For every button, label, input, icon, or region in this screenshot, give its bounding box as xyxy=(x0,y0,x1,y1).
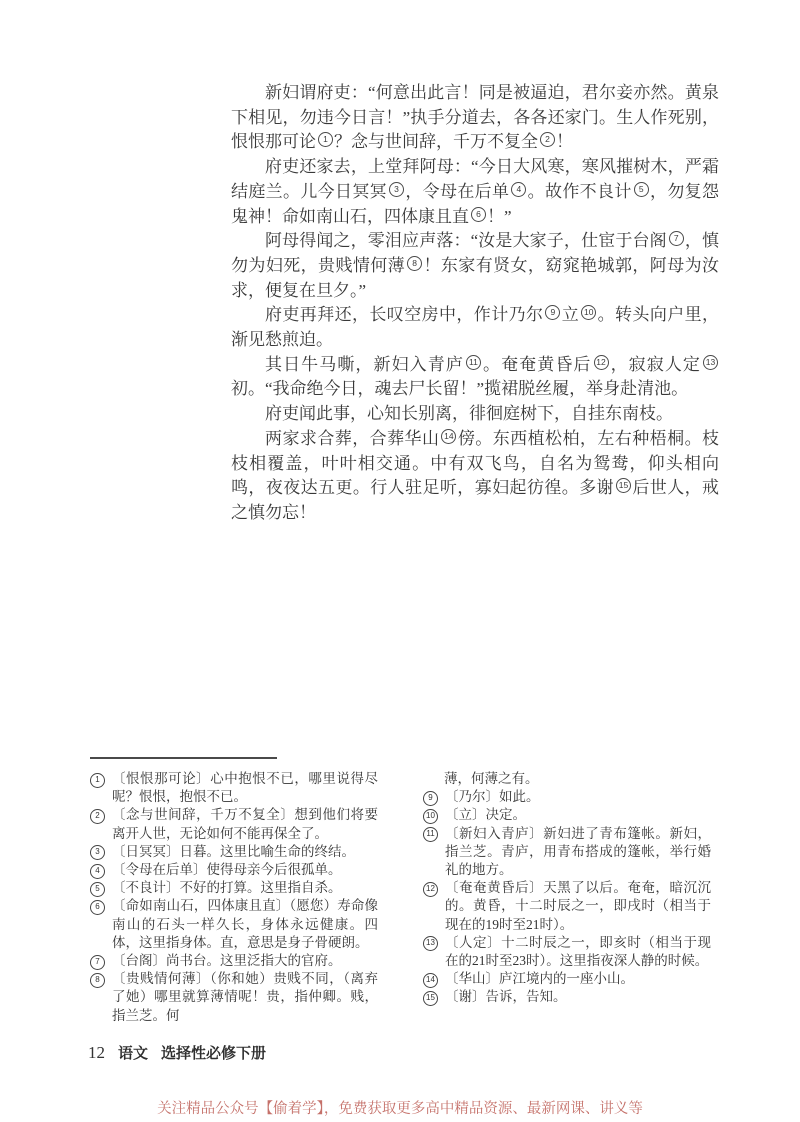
footnote-number: 9 xyxy=(423,791,438,806)
footnote-number: 14 xyxy=(423,973,438,988)
footnote-item xyxy=(90,897,378,952)
footnote-number: 8 xyxy=(90,973,105,988)
footnote-ref: 1 xyxy=(318,132,333,147)
poem-paragraph: 阿母得闻之，零泪应声落：“汝是大家子，仕宦于台阁 7 ，慎勿为妇死，贵贱情何薄 8 ！东家有贤女，窈窕艳城郭，阿母为汝求，便复在旦夕。” xyxy=(231,231,720,300)
footnotes-left-column xyxy=(90,770,378,1025)
poem-paragraph: 新妇谓府吏：“何意出此言！同是被逼迫，君尔妾亦然。黄泉下相见，勿违今日言！”执手分道去，各各还家门。生人作死别，恨恨那可论 1 ？念与世间辞，千万不复全 2 ！ xyxy=(231,83,719,152)
footnote-text: 〔不良计〕不好的打算。这里指自杀。 xyxy=(112,880,342,896)
footnote-ref: 12 xyxy=(594,355,609,370)
footnote-number: 5 xyxy=(90,882,105,897)
footnote-text: 〔谢〕告诉，告知。 xyxy=(445,989,567,1005)
footnote-text: 〔立〕决定。 xyxy=(445,807,526,823)
footnote-ref: 10 xyxy=(581,305,596,320)
footnote-number: 6 xyxy=(90,900,105,915)
footnotes-right-column xyxy=(423,770,711,1025)
footnote-text: 〔恨恨那可论〕心中抱恨不已，哪里说得尽呢？恨恨，抱恨不已。 xyxy=(112,771,378,805)
footnote-ref: 2 xyxy=(540,132,555,147)
footnote-text: 〔奄奄黄昏后〕天黑了以后。奄奄，暗沉沉的。黄昏，十二时辰之一，即戌时（相当于现在的19时至21时）。 xyxy=(445,880,711,932)
footnote-item xyxy=(423,988,711,1006)
footnote-number: 12 xyxy=(423,882,438,897)
footnote-ref: 7 xyxy=(669,231,684,246)
footnote-text: 〔人定〕十二时辰之一，即亥时（相当于现在的21时至23时）。这里指夜深人静的时候。 xyxy=(445,934,711,969)
footnote-number: 15 xyxy=(423,991,438,1006)
main-text xyxy=(231,81,719,526)
footnote-item xyxy=(423,879,711,934)
poem-paragraph: 府吏还家去，上堂拜阿母：“今日大风寒，寒风摧树木，严霜结庭兰。儿今日冥冥 3 ，令母在后单 4 。故作不良计 5 ，勿复怨鬼神！命如南山石，四体康且直 6 ！” xyxy=(231,157,720,226)
footnote-item xyxy=(423,934,711,970)
page-number: 12 xyxy=(88,1043,105,1062)
footnote-text: 〔令母在后单〕使得母亲今后很孤单。 xyxy=(112,862,342,878)
footnote-ref: 9 xyxy=(545,305,560,320)
footnote-item xyxy=(423,788,711,806)
footnote-text: 〔乃尔〕如此。 xyxy=(445,789,540,805)
footnote-number: 2 xyxy=(90,809,105,824)
footnote-text: 〔台阁〕尚书台。这里泛指大的官府。 xyxy=(112,953,342,969)
footnote-item xyxy=(90,879,378,897)
footnote-ref: 14 xyxy=(441,429,456,444)
page-footer xyxy=(88,1042,266,1063)
footnote-item xyxy=(423,770,711,788)
footnotes xyxy=(90,770,711,1025)
footnote-ref: 3 xyxy=(389,182,404,197)
poem-paragraph: 府吏闻此事，心知长别离，徘徊庭树下，自挂东南枝。 xyxy=(265,404,673,424)
footnote-item xyxy=(90,952,378,970)
footnote-item xyxy=(423,825,711,880)
footnote-ref: 6 xyxy=(471,207,486,222)
footnote-ref: 4 xyxy=(511,182,526,197)
footnote-ref: 11 xyxy=(466,355,481,370)
footnote-text: 〔命如南山石，四体康且直〕（愿您）寿命像南山的石头一样久长，身体永远健康。四体，这里指身体。直，意思是身子骨硬朗。 xyxy=(112,898,378,950)
footnote-text: 〔念与世间辞，千万不复全〕想到他们将要离开人世，无论如何不能再保全了。 xyxy=(112,807,378,841)
footer-subject: 语文 xyxy=(118,1045,149,1062)
footer-book-title: 选择性必修下册 xyxy=(161,1045,267,1062)
footnote-ref: 8 xyxy=(407,256,422,271)
footnote-number: 4 xyxy=(90,864,105,879)
footnote-item xyxy=(90,970,378,1025)
footnote-text: 〔新妇入青庐〕新妇进了青布篷帐。新妇，指兰芝。青庐，用青布搭成的篷帐，举行婚礼的地方。 xyxy=(445,825,711,878)
footnote-number: 11 xyxy=(423,827,438,842)
poem-paragraph: 其日牛马嘶，新妇入青庐 11 。奄奄黄昏后 12 ，寂寂人定 13初。“我命绝今日，魂去尸长留！”揽裙脱丝履，举身赴清池。 xyxy=(231,353,719,402)
footnote-item xyxy=(423,970,711,988)
footnote-text: 〔日冥冥〕日暮。这里比喻生命的终结。 xyxy=(112,843,355,859)
footnote-number: 1 xyxy=(90,773,105,788)
footnote-text: 薄，何薄之有。 xyxy=(444,771,539,786)
footnote-text: 〔华山〕庐江境内的一座小山。 xyxy=(445,971,634,987)
footnote-divider xyxy=(90,757,277,759)
footnote-ref: 15 xyxy=(616,478,631,493)
footnote-item xyxy=(90,861,378,879)
footnote-item xyxy=(90,843,378,861)
footnote-number: 7 xyxy=(90,955,105,970)
footnote-item xyxy=(90,770,378,806)
footnote-ref: 13 xyxy=(703,355,718,370)
footnote-number: 13 xyxy=(423,936,438,951)
footnote-number: 3 xyxy=(90,845,105,860)
poem-paragraph: 府吏再拜还，长叹空房中，作计乃尔 9 立 10 。转头向户里，渐见愁煎迫。 xyxy=(231,305,720,350)
footnote-item xyxy=(423,806,711,824)
footnote-ref: 5 xyxy=(634,182,649,197)
watermark-text: 关注精品公众号【偷着学】，免费获取更多高中精品资源、最新网课、讲义等 xyxy=(157,1101,643,1117)
footnote-number: 10 xyxy=(423,809,438,824)
footnote-text: 〔贵贱情何薄〕（你和她）贵贱不同，（离弃了她）哪里就算薄情呢！贵，指仲卿。贱，指兰芝。何 xyxy=(112,971,378,1023)
poem-paragraph: 两家求合葬，合葬华山 14 傍。东西植松柏，左右种梧桐。枝枝相覆盖，叶叶相交通。中有双飞鸟，自名为鸳鸯，仰头相向鸣，夜夜达五更。行人驻足听，寡妇起彷徨。多谢 15 后世人，戒之慎勿忘！ xyxy=(231,428,720,522)
footnote-item xyxy=(90,806,378,842)
